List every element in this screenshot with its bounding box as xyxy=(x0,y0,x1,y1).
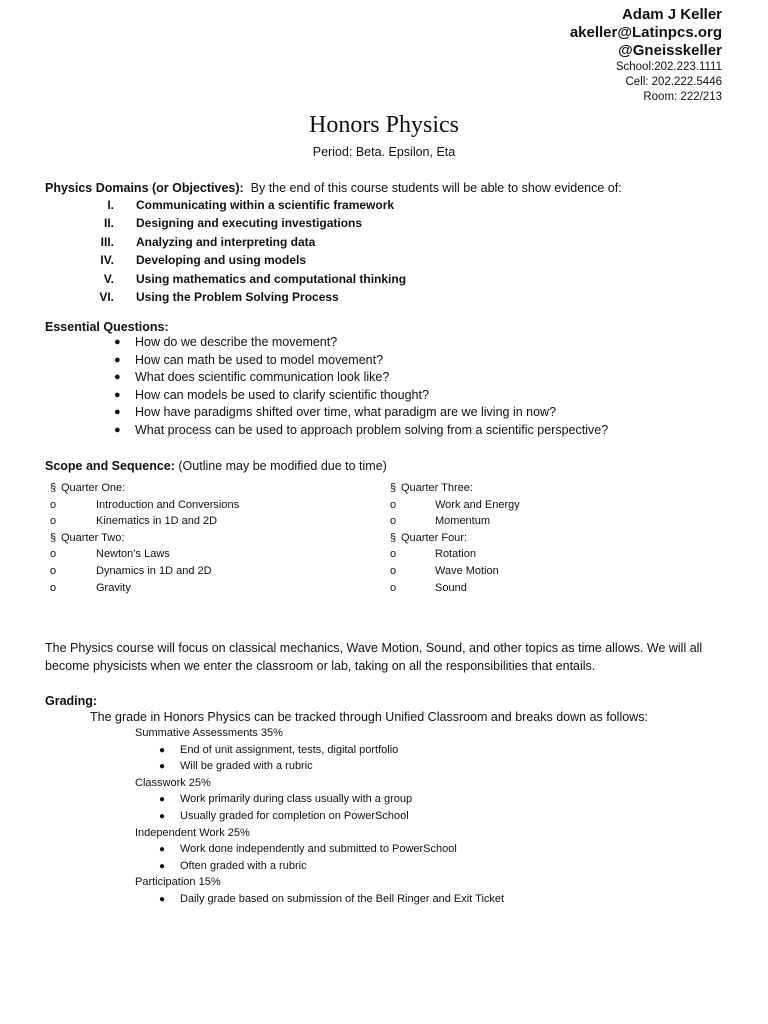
grade-category: Participation 15% xyxy=(135,876,221,889)
bullet-icon: ● xyxy=(114,406,121,419)
quarter-topic: Sound xyxy=(435,581,467,594)
section-mark-icon: § xyxy=(390,531,397,544)
essential-question: How can math be used to model movement? xyxy=(135,352,384,367)
essential-question: How do we describe the movement? xyxy=(135,335,338,349)
course-paragraph-line1: The Physics course will focus on classical mechanics, Wave Motion, Sound, and other topics as time allows. We will all xyxy=(45,641,703,655)
period-line: Period: Beta. Epsilon, Eta xyxy=(312,145,456,159)
domain-item: Designing and executing investigations xyxy=(136,216,363,231)
domain-number: II. xyxy=(103,216,114,231)
bullet-icon: ● xyxy=(159,811,166,822)
sub-bullet-icon: o xyxy=(50,515,57,528)
course-paragraph xyxy=(45,639,702,675)
sub-bullet-icon: o xyxy=(50,565,57,577)
bullet-icon: ● xyxy=(114,424,121,436)
teacher-name: Adam J Keller xyxy=(621,6,722,23)
sub-bullet-icon: o xyxy=(50,548,57,561)
essential-question: What process can be used to approach problem solving from a scientific perspective? xyxy=(135,423,609,437)
section-mark-icon: § xyxy=(50,482,57,494)
room-number: Room: 222/213 xyxy=(643,91,722,103)
domains-intro: By the end of this course students will be able to show evidence of: xyxy=(250,181,622,195)
grade-detail: Usually graded for completion on PowerSchool xyxy=(180,810,409,822)
essential-heading: Essential Questions: xyxy=(45,320,169,334)
domain-item: Developing and using models xyxy=(136,253,307,268)
bullet-icon: ● xyxy=(159,844,166,856)
sub-bullet-icon: o xyxy=(50,581,57,594)
quarter-topic: Gravity xyxy=(96,581,131,594)
bullet-icon: ● xyxy=(114,353,121,366)
bullet-icon: ● xyxy=(114,336,121,348)
course-paragraph-line2: become physicists when we enter the classroom or lab, taking on all the responsibilities that entails. xyxy=(45,659,596,673)
quarter-topic: Dynamics in 1D and 2D xyxy=(96,565,212,577)
sub-bullet-icon: o xyxy=(390,515,397,528)
domain-item: Analyzing and interpreting data xyxy=(136,234,316,249)
domain-item: Communicating within a scientific framework xyxy=(136,198,395,212)
domains-intro-line xyxy=(45,179,622,197)
bullet-icon: ● xyxy=(114,371,121,384)
bullet-icon: ● xyxy=(159,794,166,806)
sub-bullet-icon: o xyxy=(390,548,397,561)
essential-question: How have paradigms shifted over time, what paradigm are we living in now? xyxy=(135,405,557,420)
grade-category: Summative Assessments 35% xyxy=(135,727,283,739)
page-title: Honors Physics xyxy=(308,112,459,138)
quarter-label: Quarter Four: xyxy=(401,531,468,544)
bullet-icon: ● xyxy=(114,388,121,401)
section-mark-icon: § xyxy=(390,482,397,494)
domains-heading: Physics Domains (or Objectives): xyxy=(45,181,244,195)
domain-number: I. xyxy=(107,198,114,212)
quarter-topic: Introduction and Conversions xyxy=(96,498,240,511)
essential-question: How can models be used to clarify scientific thought? xyxy=(135,387,429,402)
quarter-topic: Work and Energy xyxy=(435,498,520,511)
grading-heading: Grading: xyxy=(45,694,98,708)
sub-bullet-icon: o xyxy=(390,498,397,511)
grade-detail: Often graded with a rubric xyxy=(180,859,307,872)
scope-heading-line xyxy=(45,457,387,475)
school-phone: School:202.223.1111 xyxy=(615,61,722,73)
section-mark-icon: § xyxy=(50,531,57,544)
bullet-icon: ● xyxy=(159,761,166,773)
grade-detail: Will be graded with a rubric xyxy=(180,760,313,773)
scope-note: (Outline may be modified due to time) xyxy=(178,459,387,473)
sub-bullet-icon: o xyxy=(50,498,57,511)
grade-detail: Daily grade based on submission of the Bell Ringer and Exit Ticket xyxy=(180,893,505,905)
grade-detail: Work done independently and submitted to PowerSchool xyxy=(180,843,457,856)
bullet-icon: ● xyxy=(159,860,166,872)
grading-intro: The grade in Honors Physics can be tracked through Unified Classroom and breaks down as follows: xyxy=(90,710,648,724)
sub-bullet-icon: o xyxy=(390,581,397,594)
domain-number: III. xyxy=(100,234,114,249)
grade-category: Independent Work 25% xyxy=(135,826,250,839)
quarter-topic: Kinematics in 1D and 2D xyxy=(96,515,218,528)
domain-number: VI. xyxy=(99,290,114,304)
teacher-email: akeller@Latinpcs.org xyxy=(569,24,722,41)
domain-item: Using mathematics and computational thinking xyxy=(136,271,407,286)
grade-detail: Work primarily during class usually with a group xyxy=(180,793,413,806)
cell-phone: Cell: 202.222.5446 xyxy=(625,76,722,88)
contact-header xyxy=(570,6,722,105)
grade-detail: End of unit assignment, tests, digital portfolio xyxy=(180,743,399,756)
grade-category: Classwork 25% xyxy=(135,776,211,789)
quarter-topic: Rotation xyxy=(435,548,476,561)
quarter-label: Quarter One: xyxy=(61,482,126,494)
quarter-topic: Wave Motion xyxy=(435,565,499,577)
scope-heading: Scope and Sequence: xyxy=(45,459,175,473)
domain-number: IV. xyxy=(100,253,114,268)
quarter-label: Quarter Two: xyxy=(61,531,125,544)
bullet-icon: ● xyxy=(159,894,166,905)
domain-item: Using the Problem Solving Process xyxy=(136,290,339,304)
domain-number: V. xyxy=(103,271,114,286)
bullet-icon: ● xyxy=(159,744,166,756)
quarter-label: Quarter Three: xyxy=(401,482,473,494)
teacher-handle: @Gneisskeller xyxy=(618,42,722,59)
sub-bullet-icon: o xyxy=(390,565,397,577)
essential-question: What does scientific communication look like? xyxy=(135,370,390,385)
quarter-topic: Newton’s Laws xyxy=(96,548,170,561)
quarter-topic: Momentum xyxy=(435,515,491,528)
